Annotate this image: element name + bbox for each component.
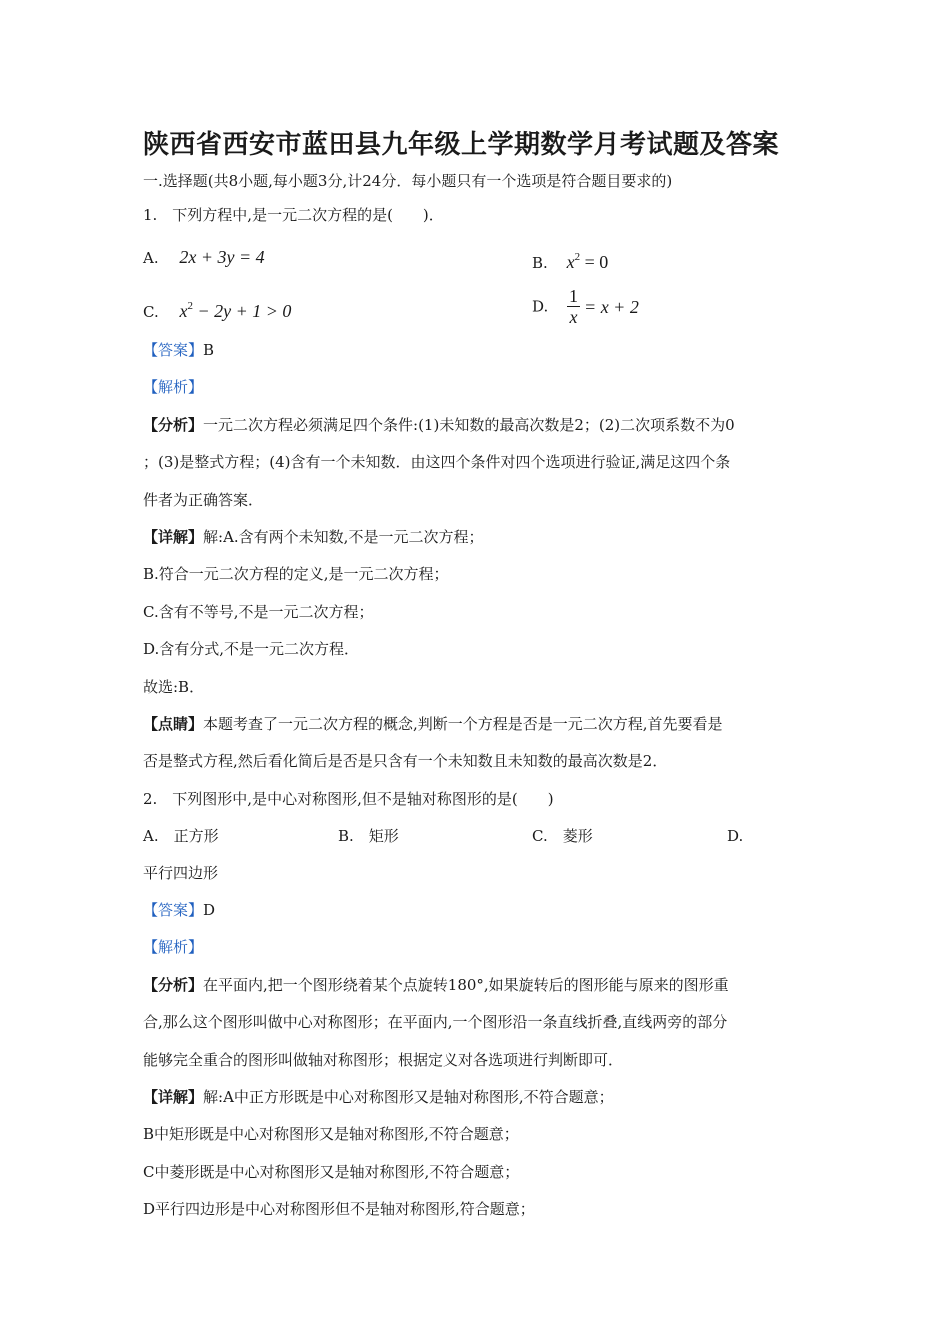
answer-value: B bbox=[203, 341, 215, 359]
q2-option-d-text: 平行四边形 bbox=[143, 864, 219, 882]
equation bbox=[567, 286, 639, 327]
answer-tag: 【答案】 bbox=[143, 341, 204, 359]
q2-xiangjie-line-1 bbox=[143, 1087, 614, 1107]
q1-xiangjie-line-b: B.符合一元二次方程的定义,是一元二次方程； bbox=[143, 565, 449, 583]
q1-xiangjie-line-d: D.含有分式,不是一元二次方程． bbox=[143, 640, 360, 658]
answer-value: D bbox=[203, 901, 216, 919]
q1-fenxi-line-3: 件者为正确答案． bbox=[143, 491, 264, 509]
equation-rest: = 0 bbox=[580, 252, 609, 272]
q2-xiangjie-line-c: C中菱形既是中心对称图形又是轴对称图形,不符合题意； bbox=[143, 1163, 520, 1181]
q2-fenxi-line-1 bbox=[143, 975, 729, 995]
q1-stem: 1. 下列方程中,是一元二次方程的是( )． bbox=[143, 206, 444, 224]
page-title: 陕西省西安市蓝田县九年级上学期数学月考试题及答案 bbox=[143, 130, 780, 160]
q1-option-c bbox=[143, 296, 291, 322]
q2-xiangjie-line-b: B中矩形既是中心对称图形又是轴对称图形,不符合题意； bbox=[143, 1125, 519, 1143]
xiangjie-tag: 【详解】 bbox=[143, 1088, 204, 1106]
q1-fenxi-line-2: ；(3)是整式方程；(4)含有一个未知数．由这四个条件对四个选项进行验证,满足这四个条 bbox=[143, 453, 731, 471]
q1-option-b bbox=[532, 247, 608, 273]
q2-option-d: D. bbox=[727, 827, 744, 845]
analysis-tag: 【解析】 bbox=[143, 938, 204, 956]
dianjing-text: 本题考查了一元二次方程的概念,判断一个方程是否是一元二次方程,首先要看是 bbox=[203, 715, 723, 733]
answer-tag: 【答案】 bbox=[143, 901, 204, 919]
equation-exponent: 2 bbox=[187, 300, 193, 312]
fraction bbox=[567, 286, 580, 327]
q2-option-b: B. 矩形 bbox=[338, 827, 399, 845]
q1-dianjing-line-1 bbox=[143, 714, 723, 734]
xiangjie-tag: 【详解】 bbox=[143, 528, 204, 546]
fraction-denominator: x bbox=[569, 307, 578, 327]
q1-fenxi-line-1 bbox=[143, 415, 735, 435]
q2-option-c: C. 菱形 bbox=[532, 827, 593, 845]
q2-analysis-heading bbox=[143, 937, 203, 957]
q1-choose: 故选:B． bbox=[143, 678, 205, 696]
fenxi-text: 在平面内,把一个图形绕着某个点旋转180°,如果旋转后的图形能与原来的图形重 bbox=[203, 976, 729, 994]
q1-option-a bbox=[143, 247, 265, 268]
equation-rest: − 2y + 1 > 0 bbox=[193, 301, 292, 321]
option-label: A. bbox=[143, 249, 159, 267]
q2-answer bbox=[143, 900, 215, 920]
q1-xiangjie-line-c: C.含有不等号,不是一元二次方程； bbox=[143, 603, 374, 621]
q1-analysis-heading bbox=[143, 377, 203, 397]
q2-option-a: A. 正方形 bbox=[143, 827, 219, 845]
equation bbox=[180, 301, 292, 321]
xiangjie-text: 解:A中正方形既是中心对称图形又是轴对称图形,不符合题意； bbox=[203, 1088, 614, 1106]
fenxi-text: 一元二次方程必须满足四个条件:(1)未知数的最高次数是2；(2)二次项系数不为0 bbox=[203, 416, 735, 434]
equation: 2x + 3y = 4 bbox=[179, 247, 265, 267]
dianjing-tag: 【点睛】 bbox=[143, 715, 204, 733]
equation-exponent: 2 bbox=[574, 251, 581, 263]
option-label: D. bbox=[532, 297, 549, 316]
option-label: C. bbox=[143, 303, 159, 321]
q2-fenxi-line-3: 能够完全重合的图形叫做轴对称图形；根据定义对各选项进行判断即可． bbox=[143, 1051, 624, 1069]
fenxi-tag: 【分析】 bbox=[143, 976, 204, 994]
fenxi-tag: 【分析】 bbox=[143, 416, 204, 434]
option-label: B. bbox=[532, 254, 548, 272]
equation-rest: = x + 2 bbox=[584, 296, 639, 317]
equation bbox=[567, 252, 609, 272]
analysis-tag: 【解析】 bbox=[143, 378, 204, 396]
equation-base: x bbox=[179, 301, 188, 321]
q2-xiangjie-line-d: D平行四边形是中心对称图形但不是轴对称图形,符合题意； bbox=[143, 1200, 535, 1218]
q1-xiangjie-line-1 bbox=[143, 527, 483, 547]
section-header: 一.选择题(共8小题,每小题3分,计24分．每小题只有一个选项是符合题目要求的) bbox=[143, 172, 673, 190]
xiangjie-text: 解:A.含有两个未知数,不是一元二次方程； bbox=[203, 528, 484, 546]
q1-answer bbox=[143, 340, 214, 360]
q2-stem: 2. 下列图形中,是中心对称图形,但不是轴对称图形的是( ) bbox=[143, 790, 554, 808]
q1-option-d bbox=[532, 286, 639, 327]
q2-fenxi-line-2: 合,那么这个图形叫做中心对称图形；在平面内,一个图形沿一条直线折叠,直线两旁的部分 bbox=[143, 1013, 728, 1031]
q1-dianjing-line-2: 否是整式方程,然后看化简后是否是只含有一个未知数且未知数的最高次数是2． bbox=[143, 752, 668, 770]
fraction-numerator: 1 bbox=[569, 286, 579, 306]
equation-base: x bbox=[566, 252, 575, 272]
